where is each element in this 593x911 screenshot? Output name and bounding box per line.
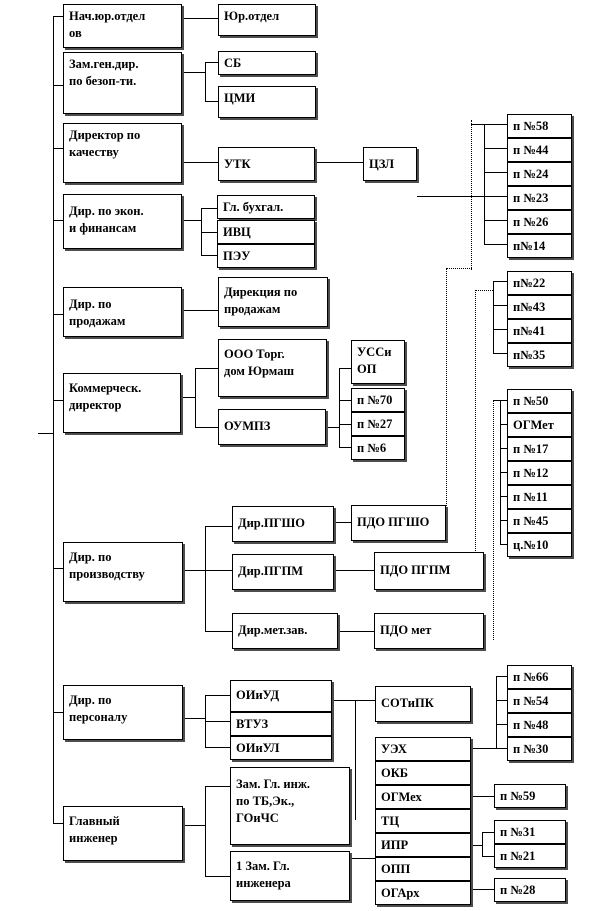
connector bbox=[183, 825, 205, 826]
node-pdo-met: ПДО мет bbox=[374, 613, 484, 649]
connector bbox=[334, 570, 374, 571]
node-ooo-torg-dom: ООО Торг. дом Юрмаш bbox=[218, 339, 327, 397]
node-gl-inzhener: Главный инженер bbox=[63, 806, 183, 861]
connector bbox=[53, 314, 63, 315]
node-ts10: ц.№10 bbox=[507, 533, 572, 557]
connector bbox=[205, 786, 230, 787]
connector bbox=[500, 472, 507, 473]
node-peu: ПЭУ bbox=[217, 244, 315, 268]
node-zam-gen-dir-bezopasnost: Зам.ген.дир. по безоп-ти. bbox=[63, 52, 182, 114]
connector bbox=[496, 724, 507, 725]
connector bbox=[53, 400, 63, 401]
node-okb: ОКБ bbox=[375, 761, 471, 785]
node-sb: СБ bbox=[218, 51, 316, 75]
connector bbox=[339, 424, 351, 425]
connector bbox=[201, 232, 217, 233]
connector bbox=[53, 220, 63, 221]
connector bbox=[53, 16, 54, 823]
connector bbox=[500, 544, 507, 545]
connector bbox=[183, 18, 218, 19]
connector bbox=[482, 832, 483, 857]
node-ussi-op: УССи ОП bbox=[351, 340, 405, 384]
connector bbox=[205, 62, 206, 102]
node-p26: п №26 bbox=[507, 210, 572, 234]
connector bbox=[201, 255, 217, 256]
node-p59: п №59 bbox=[494, 784, 566, 808]
node-yur-otdel: Юр.отдел bbox=[218, 4, 316, 36]
node-p14: п№14 bbox=[507, 234, 572, 258]
node-ipr: ИПР bbox=[375, 833, 471, 857]
connector bbox=[53, 16, 63, 17]
connector bbox=[183, 718, 205, 719]
connector bbox=[471, 748, 507, 749]
node-direktsiya-prodazham: Дирекция по продажам bbox=[218, 277, 328, 327]
connector bbox=[205, 721, 230, 722]
node-zam-gl-inzh-tb: Зам. Гл. инж. по ТБ,Эк., ГОиЧС bbox=[230, 767, 350, 845]
connector bbox=[493, 400, 507, 401]
node-tsmi: ЦМИ bbox=[218, 86, 316, 118]
connector bbox=[195, 368, 196, 428]
node-p54: п №54 bbox=[507, 689, 572, 713]
connector bbox=[475, 290, 476, 555]
node-dir-personalu: Дир. по персоналу bbox=[63, 685, 183, 740]
connector bbox=[205, 695, 230, 696]
node-p30: п №30 bbox=[507, 737, 572, 761]
connector bbox=[205, 101, 218, 102]
node-p44: п №44 bbox=[507, 138, 572, 162]
connector bbox=[500, 424, 507, 425]
connector bbox=[471, 889, 494, 890]
node-p43: п№43 bbox=[507, 295, 572, 319]
node-pdo-pgpm: ПДО ПГПМ bbox=[374, 552, 484, 590]
connector bbox=[496, 700, 507, 701]
connector bbox=[493, 353, 507, 354]
connector bbox=[205, 747, 230, 748]
connector bbox=[315, 162, 363, 163]
node-tts: ТЦ bbox=[375, 809, 471, 833]
node-dir-proizvodstvu: Дир. по производству bbox=[63, 542, 183, 602]
node-p24: п №24 bbox=[507, 162, 572, 186]
node-p17: п №17 bbox=[507, 437, 572, 461]
connector bbox=[500, 448, 507, 449]
node-p58: п №58 bbox=[507, 114, 572, 138]
node-oiiud: ОИиУД bbox=[230, 680, 332, 712]
node-tszl: ЦЗЛ bbox=[363, 147, 417, 181]
connector bbox=[205, 786, 206, 876]
connector bbox=[201, 208, 217, 209]
connector bbox=[183, 162, 218, 163]
node-kommerch-dir: Коммерческ. директор bbox=[63, 373, 181, 433]
node-nach-yur-otdelov: Нач.юр.отдел ов bbox=[63, 4, 182, 48]
connector bbox=[326, 427, 339, 428]
connector bbox=[334, 522, 351, 523]
node-p11: п №11 bbox=[507, 485, 572, 509]
node-ogmeh: ОГМех bbox=[375, 785, 471, 809]
connector bbox=[471, 845, 482, 846]
node-dir-prodazham: Дир. по продажам bbox=[63, 287, 182, 337]
node-p70: п №70 bbox=[351, 388, 405, 412]
node-p66: п №66 bbox=[507, 665, 572, 689]
connector bbox=[339, 368, 351, 369]
connector bbox=[339, 368, 340, 448]
node-p48: п №48 bbox=[507, 713, 572, 737]
connector bbox=[355, 700, 356, 820]
connector bbox=[475, 290, 493, 291]
node-p12: п №12 bbox=[507, 461, 572, 485]
connector bbox=[484, 172, 507, 173]
node-p35: п№35 bbox=[507, 343, 572, 367]
node-dir-pgsho: Дир.ПГШО bbox=[232, 506, 334, 542]
connector bbox=[493, 281, 494, 353]
node-p50: п №50 bbox=[507, 389, 572, 413]
connector bbox=[53, 85, 63, 86]
connector bbox=[482, 832, 494, 833]
node-p28: п №28 bbox=[494, 878, 566, 902]
connector bbox=[195, 368, 218, 369]
connector bbox=[205, 526, 206, 632]
node-p45: п №45 bbox=[507, 509, 572, 533]
connector bbox=[496, 676, 507, 677]
node-p31: п №31 bbox=[494, 820, 566, 844]
node-p23: п №23 bbox=[507, 186, 572, 210]
connector bbox=[496, 676, 497, 748]
connector bbox=[205, 570, 232, 571]
connector bbox=[484, 148, 507, 149]
connector bbox=[183, 72, 205, 73]
node-ogmet: ОГМет bbox=[507, 413, 572, 437]
connector bbox=[484, 244, 507, 245]
connector bbox=[484, 220, 507, 221]
connector bbox=[446, 268, 447, 508]
node-ivts: ИВЦ bbox=[217, 220, 315, 244]
node-opp: ОПП bbox=[375, 857, 471, 881]
connector bbox=[482, 856, 494, 857]
node-p21: п №21 bbox=[494, 844, 566, 868]
node-p22: п№22 bbox=[507, 271, 572, 295]
node-oumpz: ОУМПЗ bbox=[218, 409, 326, 445]
node-dir-met-zav: Дир.мет.зав. bbox=[232, 613, 338, 649]
node-sotipk: СОТиПК bbox=[375, 686, 471, 722]
node-ogarh: ОГАрх bbox=[375, 881, 471, 905]
connector bbox=[183, 220, 201, 221]
connector bbox=[471, 124, 507, 125]
connector bbox=[332, 700, 375, 701]
connector bbox=[205, 876, 230, 877]
node-zam1-gl-inzh: 1 Зам. Гл. инженера bbox=[230, 851, 350, 901]
connector bbox=[181, 397, 195, 398]
connector bbox=[493, 400, 494, 640]
connector bbox=[446, 268, 472, 269]
connector bbox=[183, 310, 218, 311]
node-uekh: УЭХ bbox=[375, 737, 471, 761]
connector bbox=[471, 120, 472, 270]
connector bbox=[38, 433, 54, 434]
connector bbox=[53, 823, 63, 824]
connector bbox=[339, 400, 351, 401]
node-pdo-pgsho: ПДО ПГШО bbox=[351, 505, 446, 541]
connector bbox=[350, 858, 375, 859]
connector bbox=[500, 496, 507, 497]
connector bbox=[339, 447, 351, 448]
connector bbox=[205, 631, 232, 632]
connector bbox=[53, 148, 63, 149]
node-p41: п№41 bbox=[507, 319, 572, 343]
node-dir-kachestvo: Директор по качеству bbox=[63, 123, 182, 183]
connector bbox=[53, 712, 63, 713]
node-dir-ekon-finansy: Дир. по экон. и финансам bbox=[63, 194, 182, 249]
connector bbox=[471, 796, 494, 797]
node-p6: п №6 bbox=[351, 436, 405, 460]
node-utk: УТК bbox=[218, 147, 315, 181]
connector bbox=[500, 520, 507, 521]
connector bbox=[338, 631, 374, 632]
connector bbox=[484, 124, 485, 245]
node-oiiul: ОИиУЛ bbox=[230, 736, 332, 760]
node-p27: п №27 bbox=[351, 412, 405, 436]
connector bbox=[493, 329, 507, 330]
node-vtuz: ВТУЗ bbox=[230, 712, 332, 736]
connector bbox=[493, 305, 507, 306]
connector bbox=[183, 570, 205, 571]
connector bbox=[205, 526, 232, 527]
connector bbox=[195, 427, 218, 428]
node-dir-pgpm: Дир.ПГПМ bbox=[232, 554, 334, 590]
connector bbox=[205, 62, 218, 63]
connector bbox=[493, 281, 507, 282]
node-gl-buh: Гл. бухгал. bbox=[217, 195, 315, 219]
connector bbox=[53, 568, 63, 569]
connector bbox=[417, 196, 507, 197]
